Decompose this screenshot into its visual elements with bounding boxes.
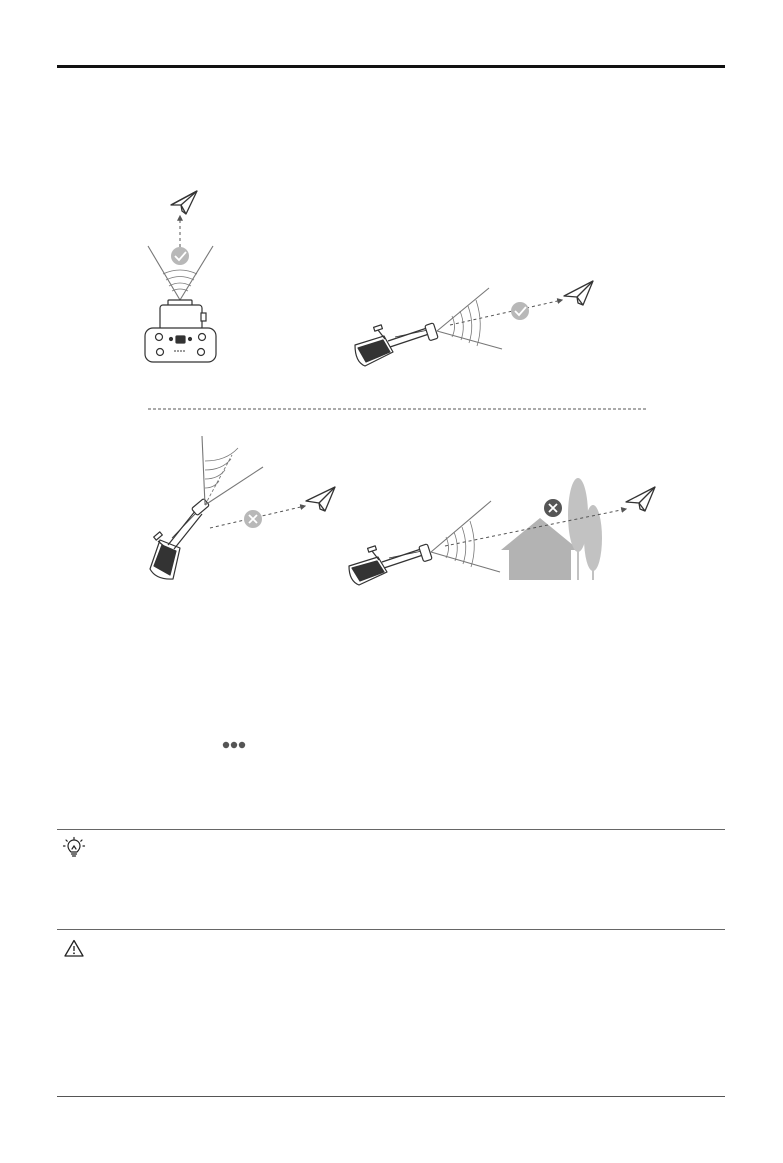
cross-icon (244, 510, 262, 528)
panel-incorrect-tilted (150, 436, 335, 579)
remote-controller-tilted (150, 498, 209, 579)
warning-triangle-icon (64, 939, 88, 961)
cross-icon (544, 499, 562, 517)
check-icon (171, 247, 189, 265)
tree-obstacles (568, 478, 602, 580)
aircraft-icon (626, 487, 655, 511)
remote-controller-side (349, 544, 432, 585)
remote-controller-front (145, 300, 216, 362)
panel-correct-horizontal (355, 281, 593, 366)
signal-cone (437, 288, 502, 349)
signal-cone (202, 436, 263, 505)
house-obstacle (501, 518, 579, 580)
remote-controller-side (355, 323, 438, 366)
signal-cone (431, 501, 500, 572)
lightbulb-icon (63, 837, 87, 861)
more-dots-icon (221, 740, 251, 750)
aircraft-icon (306, 487, 335, 511)
panel-correct-vertical (145, 191, 216, 362)
check-icon (511, 302, 529, 320)
footer-rule (57, 1096, 725, 1097)
aircraft-icon (564, 281, 593, 305)
signal-path (450, 300, 562, 325)
tip-section-rule (57, 829, 725, 830)
panel-incorrect-obstructed (349, 478, 655, 585)
aircraft-icon (171, 191, 197, 214)
warning-section-rule (57, 929, 725, 930)
